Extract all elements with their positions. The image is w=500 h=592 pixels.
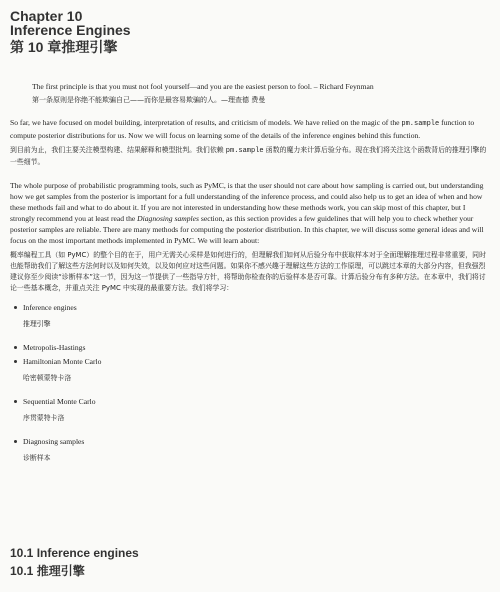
paragraph-1-zh [10,145,490,168]
list-item [12,356,490,384]
list-item-en: Metropolis-Hastings [23,343,86,352]
paragraph-1-en-text-a: So far, we have focused on model building, interpretation of results, and criticism of models. We have relied on the magic of the [10,118,402,127]
list-item-en: Sequential Monte Carlo [23,397,96,406]
paragraph-2-en [10,180,490,246]
section-title-en: 10.1 Inference engines [10,546,139,560]
paragraph-1-en [10,117,490,141]
bullet-icon [14,306,17,309]
epigraph-en: The first principle is that you must not fool yourself—and you are the easiest person to fool. – Richard Feynman [32,82,374,91]
section-heading [10,546,139,578]
bullet-icon [14,440,17,443]
chapter-header [10,0,490,55]
chapter-title-en: Inference Engines [10,22,131,38]
list-item [12,436,490,464]
list-item-zh: 推理引擎 [23,320,51,328]
list-item-en: Hamiltonian Monte Carlo [23,357,102,366]
paragraph-1-en-text-b: function to compute posterior distributions for us. Now we will focus on learning some of the details of the inference engines behind this function. [10,118,475,140]
bullet-icon [14,360,17,363]
list-item-zh: 诊断样本 [23,454,51,462]
bullet-icon [14,400,17,403]
list-item-en: Inference engines [23,303,77,312]
list-item-zh: 序贯蒙特卡洛 [23,414,65,422]
list-item-zh: 哈密顿蒙特卡洛 [23,374,72,382]
epigraph [32,81,490,106]
epigraph-zh: 第一条原则是你绝不能欺骗自己——而你是最容易欺骗的人。—理查德 费曼 [32,96,266,104]
topic-list [10,302,490,464]
paragraph-2-zh: 概率编程工具（如 PyMC）的整个目的在于，用户无需关心采样是如何进行的，但理解我们如何从后验分布中获取样本对于全面理解推理过程非常重要，同时也能帮助我们了解这些方法何时以及如何失效，以及如何应对这些问题。如果你不感兴趣于理解这些方法的工作原理，可以跳过本章的大部分内容，但我强烈建议你至少阅读“诊断样本”这一节，因为这一节提供了一些指导方针，将帮助你检查你的后验样本是否可靠。计算后验分布有多种方法。在本章中，我们将讨论一些基本概念，并重点关注 PyMC 中实现的最重要方法。我们将学习： [10,251,486,292]
section-title-zh: 10.1 推理引擎 [10,564,85,578]
code-pm-sample-zh: pm.sample [225,147,264,155]
paragraph-1-zh-text-b: 函数的魔力来计算后验分布。现在我们将关注这个函数背后的推理引擎的一些细节。 [10,146,487,166]
list-item [12,396,490,424]
paragraph-2-en-text-b: section, as this section provides a few guidelines that will help you to check whether your posterior samples are reliable. There are many methods for computing the posterior distribution. In this chapter, we will discuss some general ideas and will focus on the most important methods implemented in PyMC. We will learn about: [10,214,484,245]
paragraph-2-en-text-a: The whole purpose of probabilistic programming tools, such as PyMC, is that the user should not care about how sampling is carried out, but understanding how we get samples from the posterior is important for a full understanding of the inference process, and could also help us to get an idea of when and how these methods fail and what to do about it. If you are not interested in understanding how these methods work, you can skip most of this chapter, but I strongly recommend you at least read the [10,181,484,223]
bullet-icon [14,346,17,349]
list-item [12,302,490,330]
paragraph-1-zh-text-a: 到目前为止，我们主要关注模型构建、结果解释和模型批判。我们依赖 [10,146,226,154]
chapter-number: Chapter 10 [10,8,83,24]
list-item [12,342,490,353]
code-pm-sample: pm.sample [401,120,440,128]
list-item-en: Diagnosing samples [23,437,85,446]
chapter-title-zh: 第 10 章推理引擎 [10,39,118,55]
diagnosing-samples-ref: Diagnosing samples [137,214,199,223]
